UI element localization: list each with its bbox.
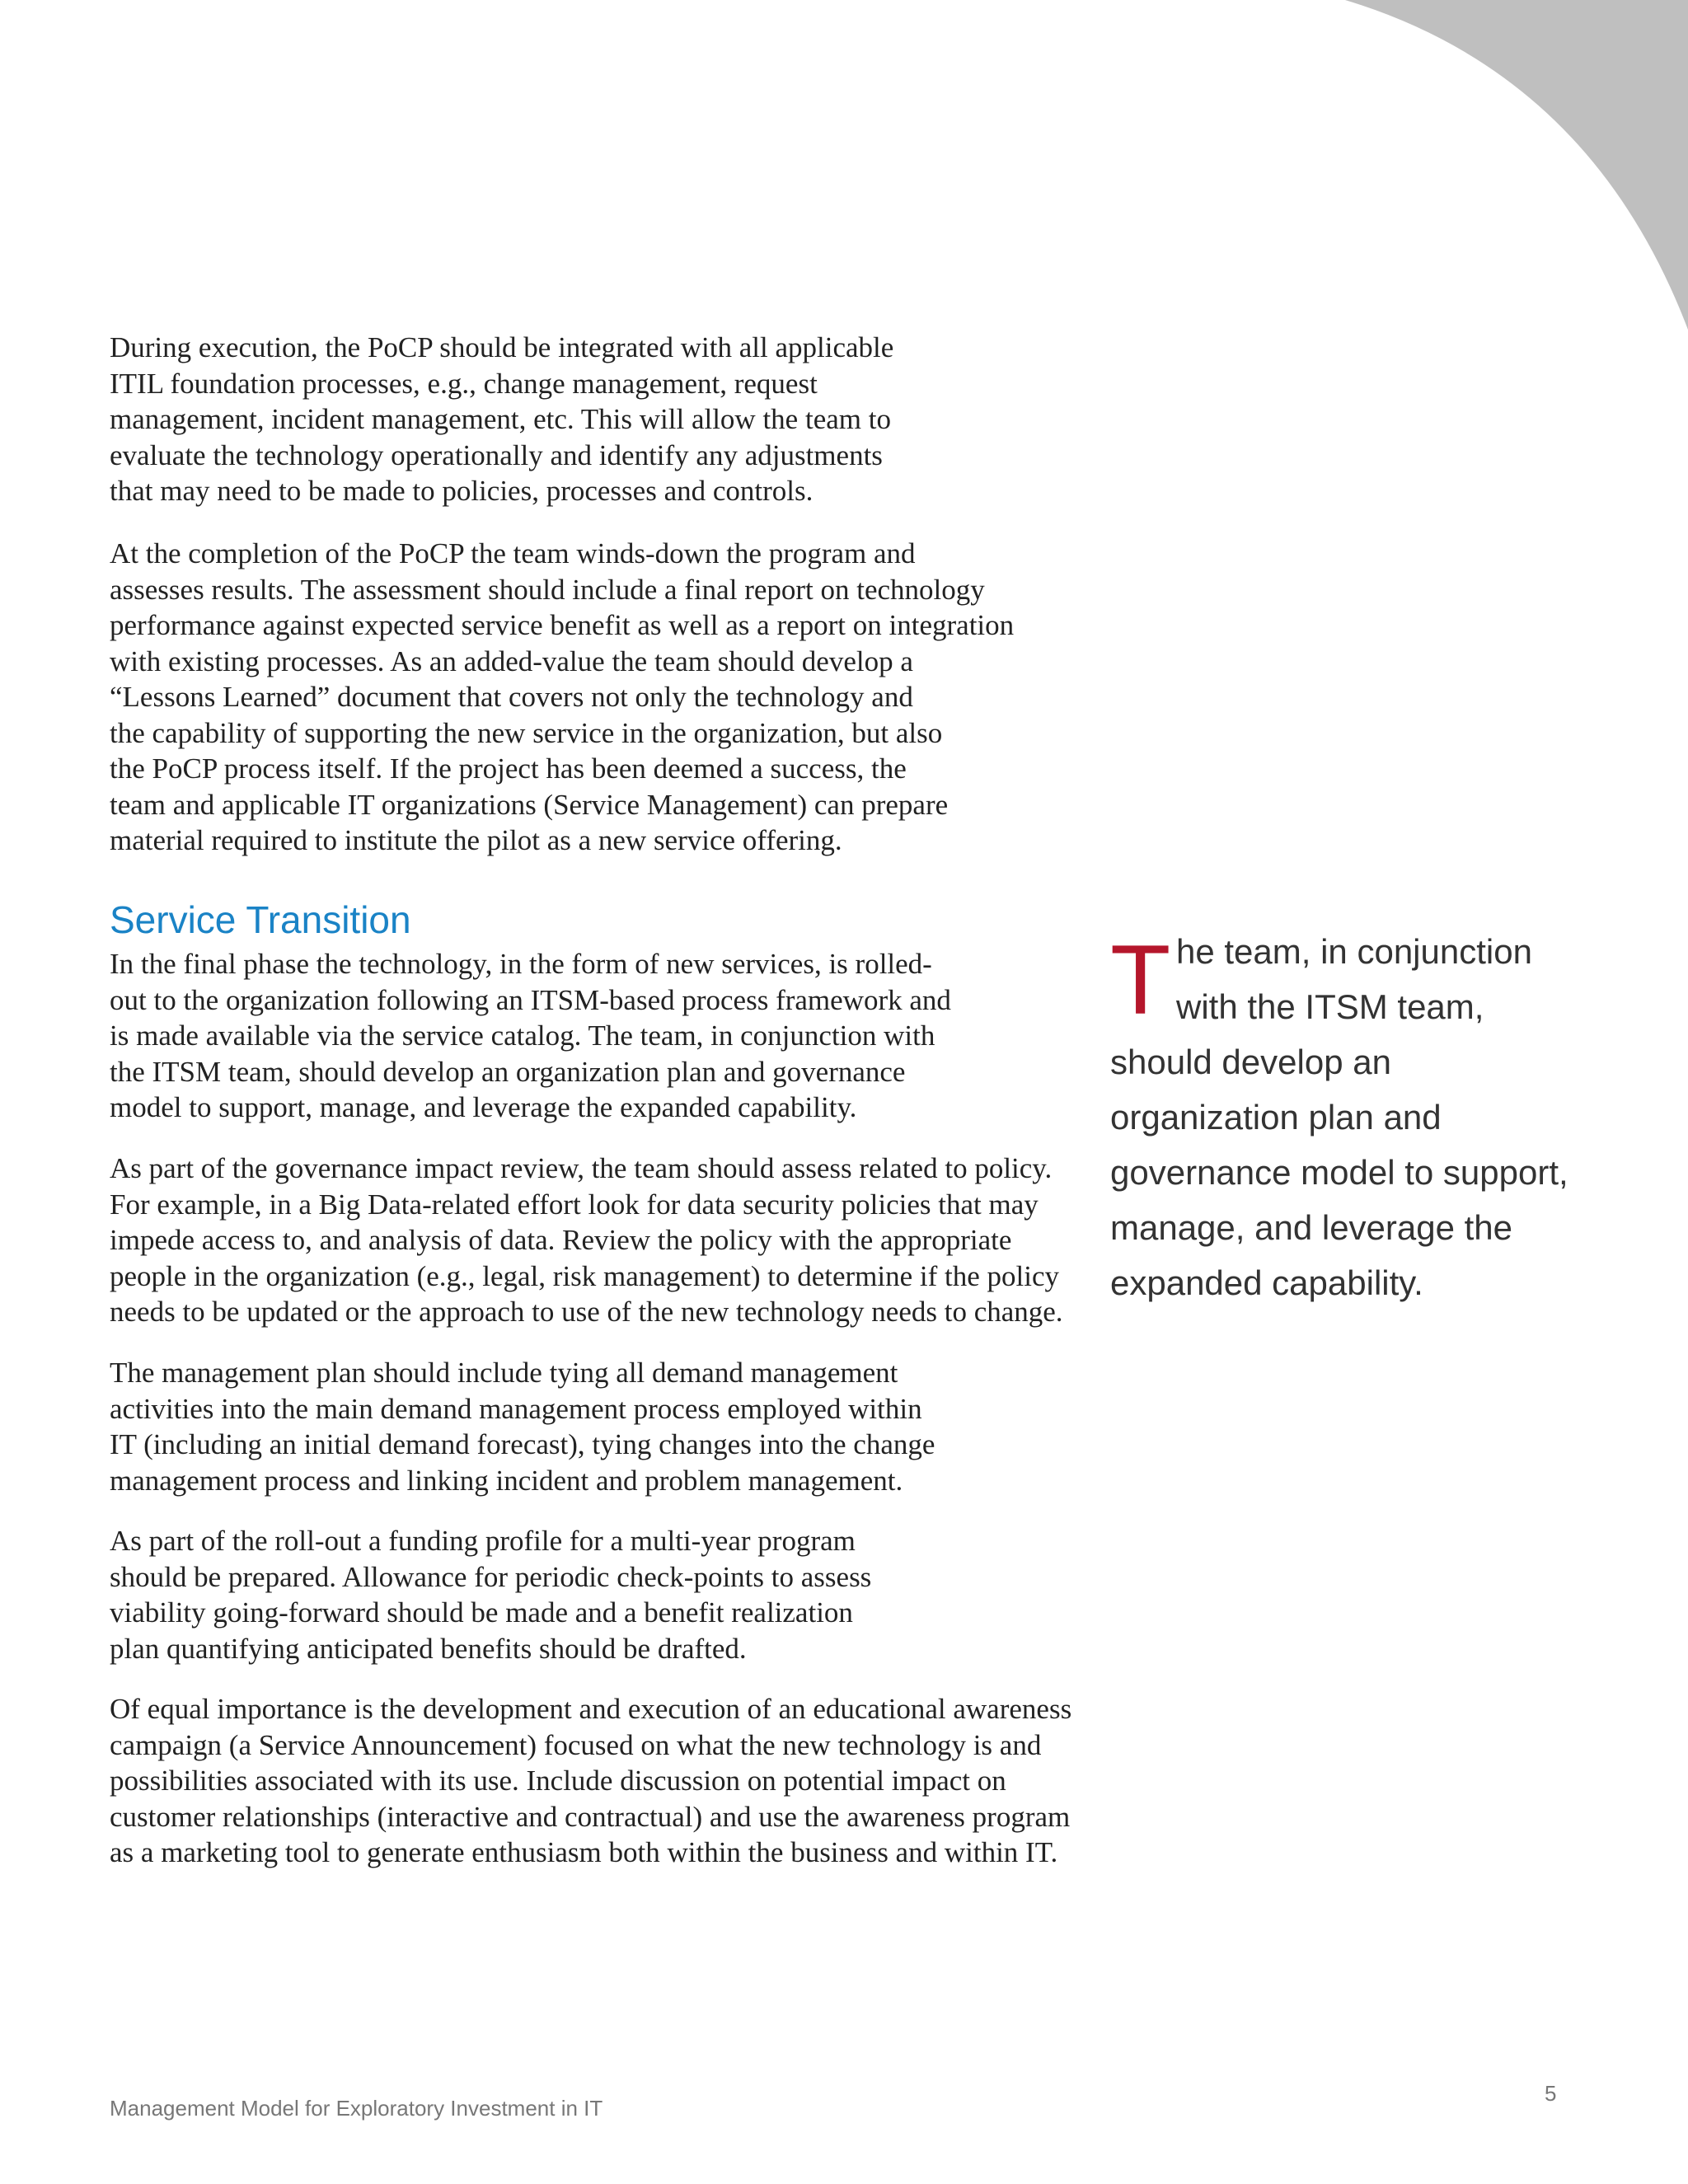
text-line: the PoCP process itself. If the project has been deemed a success, the <box>110 752 907 785</box>
paragraph-funding <box>110 1523 871 1666</box>
text-line: the capability of supporting the new service in the organization, but also <box>110 716 943 749</box>
text-line: needs to be updated or the approach to use of the new technology needs to change. <box>110 1296 1063 1328</box>
text-line: As part of the governance impact review, the team should assess related to policy. <box>110 1152 1053 1184</box>
text-line: the ITSM team, should develop an organization plan and governance <box>110 1055 906 1088</box>
text-line: with existing processes. As an added-value the team should develop a <box>110 644 913 677</box>
text-line: evaluate the technology operationally and identify any adjustments <box>110 438 883 471</box>
text-line: In the final phase the technology, in the form of new services, is rolled- <box>110 948 932 980</box>
pull-quote-line: manage, and leverage the <box>1110 1208 1513 1247</box>
paragraph-completion <box>110 536 1014 859</box>
page-number: 5 <box>1545 2081 1557 2106</box>
text-line: As part of the roll-out a funding profile for a multi-year program <box>110 1525 856 1557</box>
text-line: During execution, the PoCP should be integrated with all applicable <box>110 331 894 363</box>
text-line: assesses results. The assessment should include a final report on technology <box>110 573 985 606</box>
text-line: material required to institute the pilot as a new service offering. <box>110 824 842 856</box>
paragraph-final-phase <box>110 946 951 1126</box>
text-line: performance against expected service benefit as well as a report on integration <box>110 609 1015 641</box>
text-line: For example, in a Big Data-related effort look for data security policies that may <box>110 1188 1039 1221</box>
paragraph-governance <box>110 1151 1063 1330</box>
text-line: model to support, manage, and leverage the expanded capability. <box>110 1091 857 1123</box>
pull-quote-line: governance model to support, <box>1110 1153 1568 1192</box>
text-line: out to the organization following an ITSM-based process framework and <box>110 983 951 1016</box>
text-line: is made available via the service catalog. The team, in conjunction with <box>110 1019 935 1052</box>
paragraph-management-plan <box>110 1355 935 1498</box>
corner-decoration <box>1319 0 1688 371</box>
text-line: “Lessons Learned” document that covers not only the technology and <box>110 681 913 713</box>
paragraph-execution <box>110 330 893 509</box>
text-line: At the completion of the PoCP the team winds-down the program and <box>110 537 916 569</box>
text-line: campaign (a Service Announcement) focused on what the new technology is and <box>110 1728 1042 1761</box>
text-line: management, incident management, etc. This will allow the team to <box>110 403 891 435</box>
pull-quote-line: should develop an <box>1110 1043 1391 1081</box>
text-line: team and applicable IT organizations (Service Management) can prepare <box>110 788 949 821</box>
text-line: Of equal importance is the development and execution of an educational awareness <box>110 1693 1072 1725</box>
text-line: possibilities associated with its use. Include discussion on potential impact on <box>110 1765 1006 1797</box>
text-line: customer relationships (interactive and contractual) and use the awareness program <box>110 1800 1071 1833</box>
footer-document-title: Management Model for Exploratory Investment in IT <box>110 2096 603 2121</box>
pull-quote-line: he team, in conjunction <box>1176 932 1532 971</box>
paragraph-awareness <box>110 1691 1071 1871</box>
text-line: that may need to be made to policies, processes and controls. <box>110 475 814 507</box>
text-line: viability going-forward should be made and a benefit realization <box>110 1596 853 1629</box>
text-line: as a marketing tool to generate enthusiasm both within the business and within IT. <box>110 1836 1058 1868</box>
pull-quote-line: with the ITSM team, <box>1176 987 1484 1026</box>
text-line: people in the organization (e.g., legal, risk management) to determine if the policy <box>110 1259 1060 1292</box>
pull-quote-line: expanded capability. <box>1110 1263 1423 1302</box>
text-line: should be prepared. Allowance for periodic check-points to assess <box>110 1560 872 1593</box>
text-line: IT (including an initial demand forecast), tying changes into the change <box>110 1428 935 1460</box>
section-heading: Service Transition <box>110 898 411 941</box>
text-line: plan quantifying anticipated benefits should be drafted. <box>110 1632 747 1665</box>
text-line: The management plan should include tying all demand management <box>110 1357 898 1389</box>
text-line: management process and linking incident and problem management. <box>110 1464 903 1497</box>
drop-cap: T <box>1110 925 1171 1035</box>
pull-quote-line: organization plan and <box>1110 1098 1442 1137</box>
text-line: ITIL foundation processes, e.g., change management, request <box>110 367 818 400</box>
text-line: impede access to, and analysis of data. Review the policy with the appropriate <box>110 1224 1012 1256</box>
text-line: activities into the main demand management process employed within <box>110 1392 922 1425</box>
